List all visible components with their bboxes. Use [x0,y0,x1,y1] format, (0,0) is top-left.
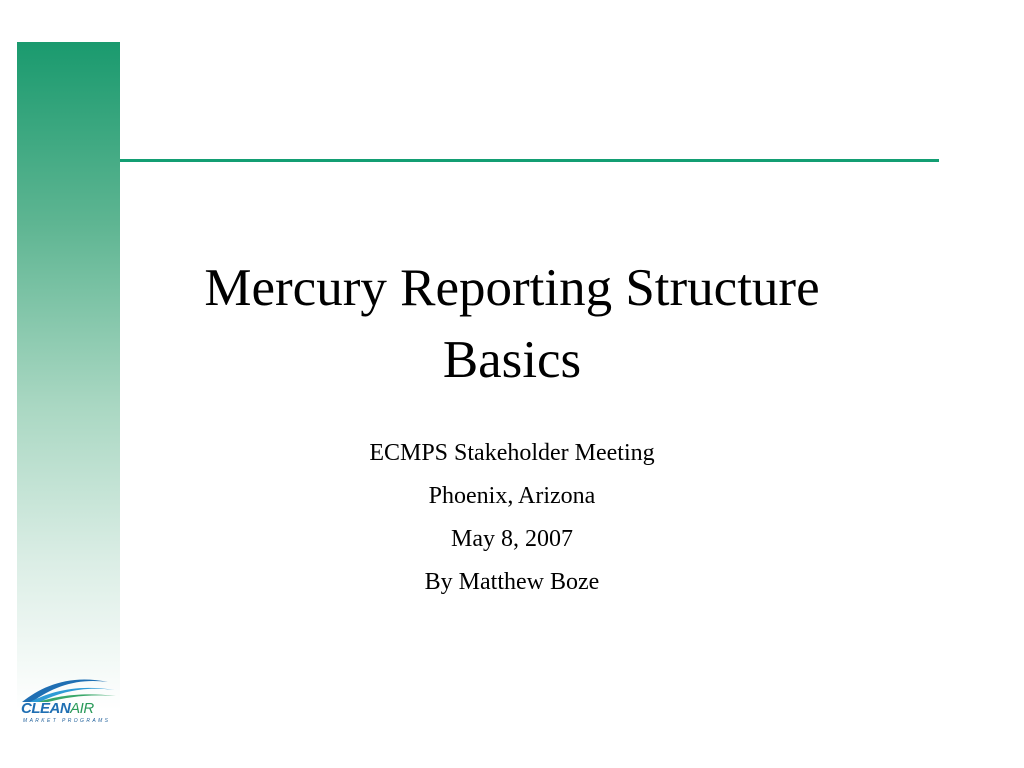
logo-wordmark: CLEANAIR [21,700,94,717]
subtitle-date: May 8, 2007 [451,526,573,552]
subtitle-author: By Matthew Boze [424,569,600,595]
slide-subtitle [120,433,904,605]
subtitle-location: Phoenix, Arizona [428,483,596,509]
subtitle-meeting: ECMPS Stakeholder Meeting [369,440,655,466]
logo-tagline: MARKET PROGRAMS [23,718,111,724]
clean-air-logo [18,672,118,726]
title-line-2: Basics [442,331,582,389]
slide-title [120,252,904,396]
title-divider-rule [120,159,939,162]
side-gradient-bar [17,42,120,768]
title-line-1: Mercury Reporting Structure [204,259,820,317]
